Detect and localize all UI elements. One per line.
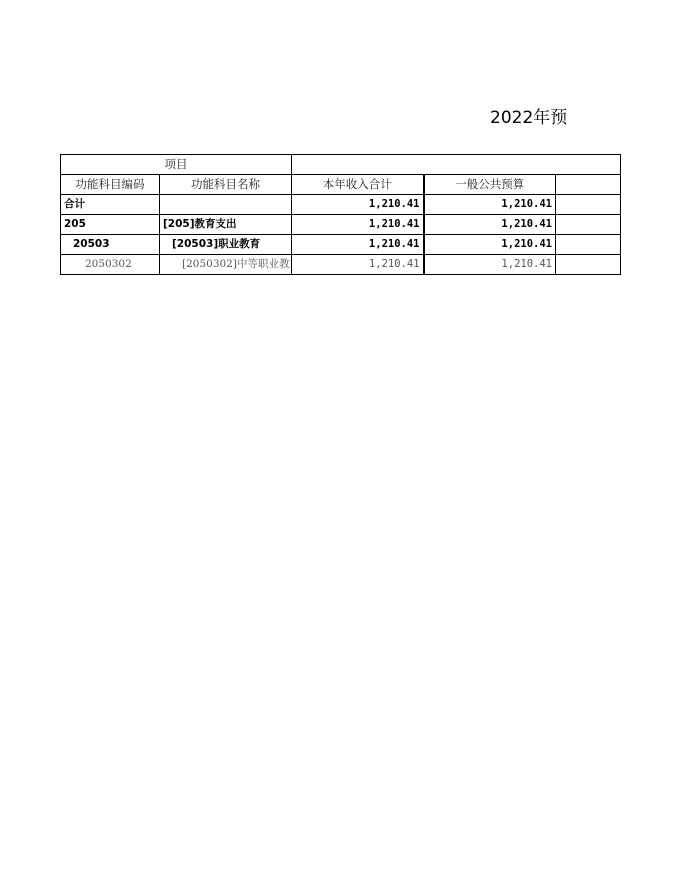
cell-general-budget: 1,210.41	[424, 195, 556, 215]
cell-general-budget: 1,210.41	[424, 215, 556, 235]
cell-overflow	[556, 235, 621, 255]
table-row	[61, 235, 621, 255]
cell-code: 205	[61, 215, 160, 235]
cell-name: [20503]职业教育	[160, 235, 292, 255]
group-header-project: 项目	[61, 155, 292, 175]
budget-table-container	[60, 154, 555, 285]
cell-overflow	[556, 195, 621, 215]
cell-total: 1,210.41	[292, 255, 424, 275]
table-group-header-row	[61, 155, 621, 175]
cell-general-budget: 1,210.41	[424, 235, 556, 255]
table-row	[61, 215, 621, 235]
cell-overflow	[556, 215, 621, 235]
cell-name: [2050302]中等职业教	[160, 255, 292, 275]
column-header-general-budget: 一般公共预算	[424, 175, 556, 195]
table-column-header-row	[61, 175, 621, 195]
cell-code: 2050302	[61, 255, 160, 275]
cell-total: 1,210.41	[292, 235, 424, 255]
cell-code: 20503	[61, 235, 160, 255]
cell-code: 合计	[61, 195, 160, 215]
cell-overflow	[556, 255, 621, 275]
table-row	[61, 195, 621, 215]
page-title: 2022年预	[490, 108, 568, 128]
group-header-blank	[292, 155, 621, 175]
budget-table	[60, 154, 621, 275]
cell-total: 1,210.41	[292, 195, 424, 215]
table-row	[61, 255, 621, 275]
column-header-name: 功能科目名称	[160, 175, 292, 195]
column-header-total: 本年收入合计	[292, 175, 424, 195]
column-header-code: 功能科目编码	[61, 175, 160, 195]
cell-total: 1,210.41	[292, 215, 424, 235]
cell-name: [205]教育支出	[160, 215, 292, 235]
column-header-overflow	[556, 175, 621, 195]
cell-general-budget: 1,210.41	[424, 255, 556, 275]
cell-name	[160, 195, 292, 215]
